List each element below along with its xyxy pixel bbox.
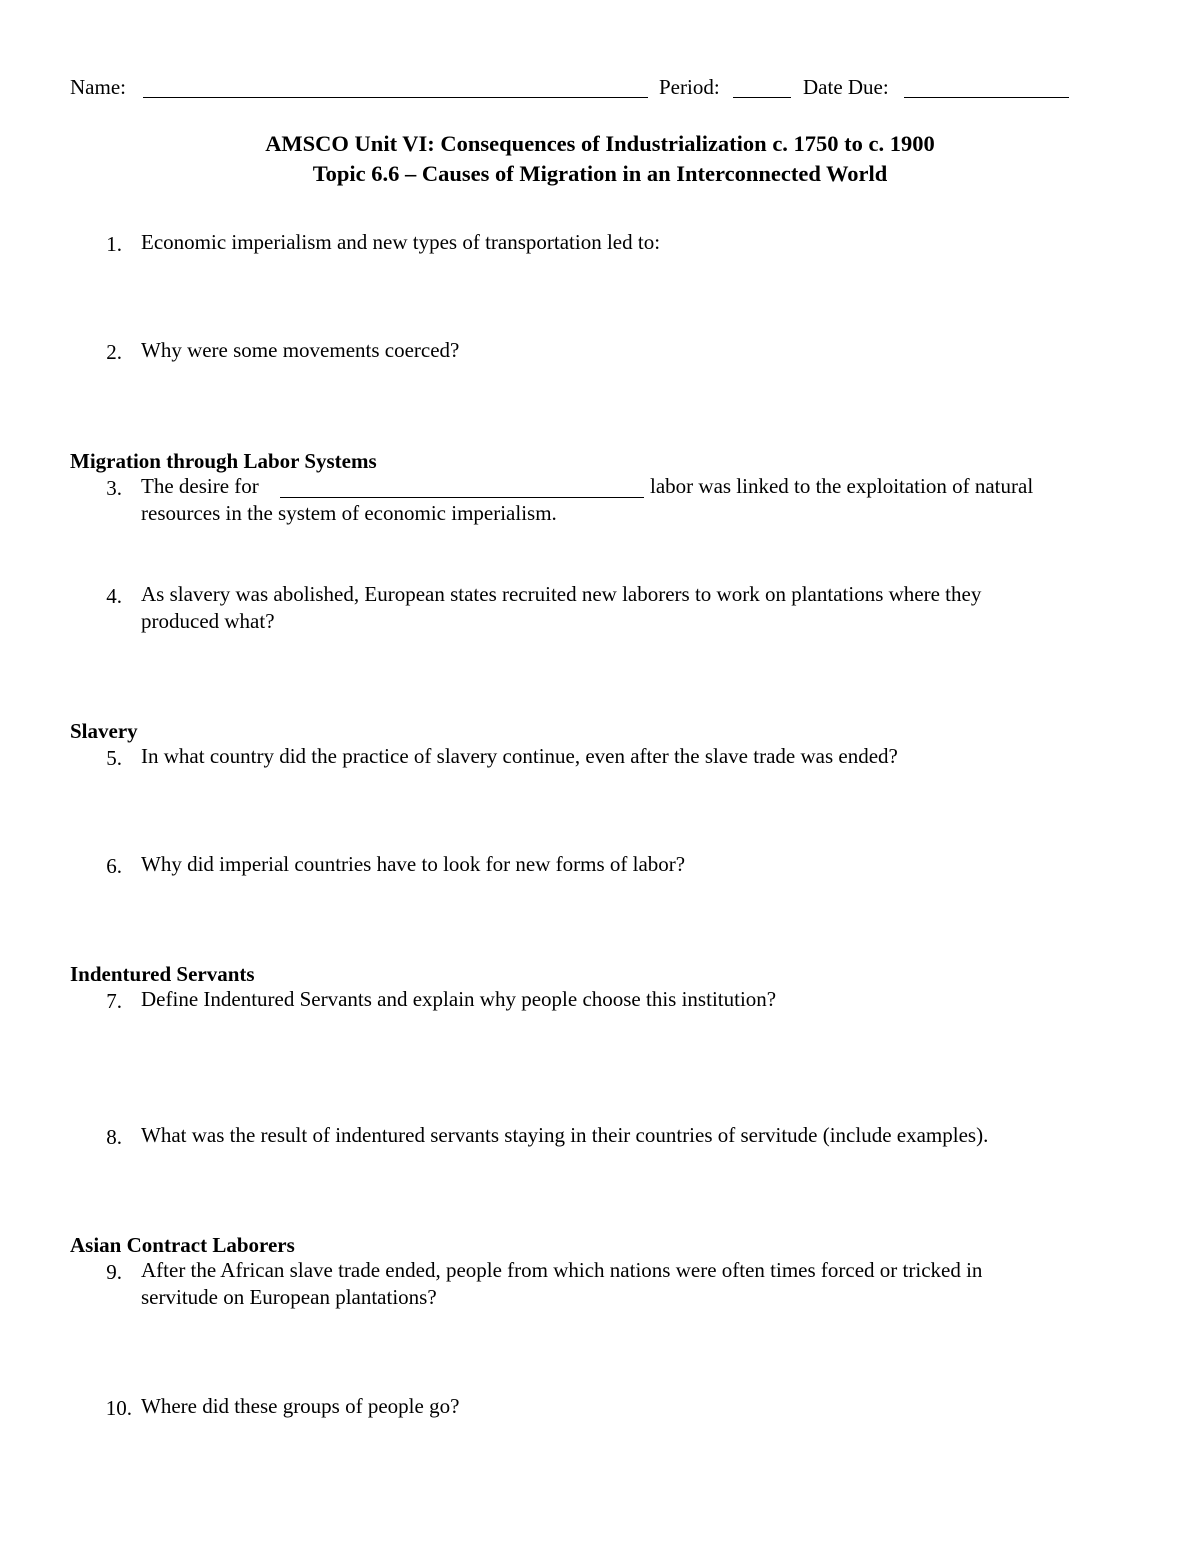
name-blank[interactable] xyxy=(143,97,648,98)
question-number: 9. xyxy=(106,1260,122,1284)
question-6: Why did imperial countries have to look for new forms of labor? xyxy=(141,852,686,876)
unit-title: AMSCO Unit VI: Consequences of Industrialization c. 1750 to c. 1900 xyxy=(265,131,935,156)
question-3-part-c: resources in the system of economic imperialism. xyxy=(141,501,557,525)
section-heading-labor-systems: Migration through Labor Systems xyxy=(70,449,377,473)
question-7: Define Indentured Servants and explain why people choose this institution? xyxy=(141,987,777,1011)
question-3-part-b: labor was linked to the exploitation of natural xyxy=(650,474,1034,498)
question-3-part-a: The desire for xyxy=(141,474,259,498)
question-number: 3. xyxy=(106,476,122,500)
question-9-line-1: After the African slave trade ended, people from which nations were often times forced or tricked in xyxy=(141,1258,983,1282)
question-1: Economic imperialism and new types of transportation led to: xyxy=(141,230,661,254)
question-number: 4. xyxy=(106,584,122,608)
section-heading-asian-contract-laborers: Asian Contract Laborers xyxy=(70,1233,295,1257)
question-number: 2. xyxy=(106,340,122,364)
question-4-line-2: produced what? xyxy=(141,609,275,633)
question-8: What was the result of indentured servants staying in their countries of servitude (include examples). xyxy=(141,1123,989,1147)
section-heading-indentured-servants: Indentured Servants xyxy=(70,962,255,986)
question-number: 5. xyxy=(106,746,122,770)
section-heading-slavery: Slavery xyxy=(70,719,138,743)
question-4-line-1: As slavery was abolished, European states recruited new laborers to work on plantations where they xyxy=(141,582,982,606)
question-number: 1. xyxy=(106,232,122,256)
question-2: Why were some movements coerced? xyxy=(141,338,460,362)
period-label: Period: xyxy=(659,75,720,99)
date-due-label: Date Due: xyxy=(803,75,889,99)
date-due-blank[interactable] xyxy=(904,97,1069,98)
question-number: 10. xyxy=(105,1396,132,1420)
question-number: 8. xyxy=(106,1125,122,1149)
name-label: Name: xyxy=(70,75,126,99)
question-3-blank[interactable] xyxy=(280,497,644,498)
topic-title: Topic 6.6 – Causes of Migration in an Interconnected World xyxy=(312,161,888,186)
question-9-line-2: servitude on European plantations? xyxy=(141,1285,437,1309)
question-number: 6. xyxy=(106,854,122,878)
question-5: In what country did the practice of slavery continue, even after the slave trade was ended? xyxy=(141,744,898,768)
question-10: Where did these groups of people go? xyxy=(141,1394,460,1418)
period-blank[interactable] xyxy=(733,97,791,98)
question-number: 7. xyxy=(106,989,122,1013)
